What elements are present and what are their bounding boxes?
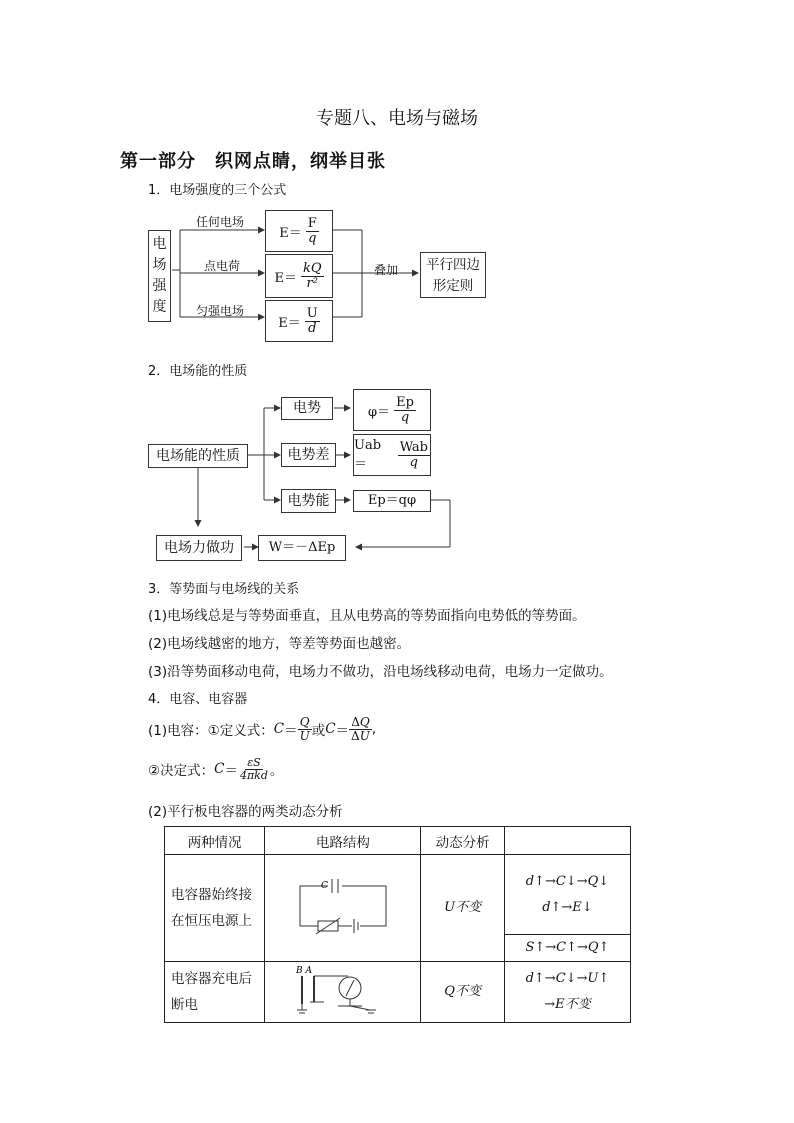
plates-label: B A [295,966,312,976]
formula-any-field: E＝ $\frac{F}{q}$ [265,210,333,252]
table-row [165,962,631,1023]
analysis-cell: U不变 [421,855,504,962]
circuit-cell [265,962,421,1023]
section3-point-2: (2)电场线越密的地方，等差等势面也越密。 [148,636,411,652]
formula-potential-energy: Ep＝qφ [353,490,431,512]
potential-box: 电势 [281,397,333,420]
case-cell: 电容器始终接在恒压电源上 [165,855,265,962]
header-circuit: 电路结构 [265,827,421,855]
circuit-diagram-2 [288,964,398,1016]
dynamic-heading: (2)平行板电容器的两类动态分析 [148,804,343,820]
work-box: 电场力做功 [156,535,242,561]
part-heading: 第一部分 织网点睛，纲举目张 [120,151,386,172]
section3-point-3: (3)沿等势面移动电荷，电场力不做功，沿电场线移动电荷，电场力一定做功。 [148,664,613,680]
formula-point-charge: E＝ $\frac{kQ}{\text{r²}}$ [265,254,333,298]
case-cell: 电容器充电后断电 [165,962,265,1023]
circuit-diagram-1 [288,876,398,936]
parallelogram-box: 平行四边 形定则 [420,252,486,298]
branch-point-charge: 点电荷 [204,259,241,273]
dynamic-cell: S↑→C↑→Q↑ [504,935,630,962]
section3-point-1: (1)电场线总是与等势面垂直，且从电势高的等势面指向电势低的等势面。 [148,608,586,624]
header-cases: 两种情况 [165,827,265,855]
branch-any-field: 任何电场 [196,215,245,229]
section4-heading: 4．电容、电容器 [148,692,248,707]
potential-energy-box: 电势能 [281,489,336,513]
formula-uniform-field: E＝ $\frac{U}{d}$ [265,300,333,342]
capacitor-label: C [320,881,328,891]
section1-heading: 1．电场强度的三个公式 [148,183,287,198]
capacitance-decision: ②决定式： C ＝ $\frac{\varepsilon S}{\text{4πkd}}$ 。 [148,756,284,782]
dynamic-cell: d↑→C↓→U↑ →E不变 [504,962,630,1023]
header-empty [504,827,630,855]
work-formula: W＝－ΔEp [258,535,346,561]
field-strength-box: 电 场 强 度 [148,230,171,322]
potential-diff-box: 电势差 [281,443,336,467]
table-header-row [165,827,631,855]
branch-uniform-field: 匀强电场 [196,304,245,318]
analysis-cell: Q不变 [421,962,504,1023]
dynamic-cell: d↑→C↓→Q↓ d↑→E↓ [504,855,630,935]
capacitance-definition: (1)电容：①定义式： C ＝ $\frac{Q}{U}$ 或 C ＝ $\frac{\Delta Q}{\Delta U}$ , [148,715,377,743]
superpose-label: 叠加 [374,263,399,277]
header-analysis: 动态分析 [421,827,504,855]
table-row [165,855,631,935]
page-title: 专题八、电场与磁场 [316,108,478,129]
circuit-cell [265,855,421,962]
section2-heading: 2．电场能的性质 [148,364,248,379]
formula-potential-diff: Uab＝ $\frac{\text{Wab}}{q}$ [353,434,431,476]
section3-heading: 3．等势面与电场线的关系 [148,582,300,597]
dynamic-analysis-table [164,826,631,1023]
field-energy-box: 电场能的性质 [148,444,248,468]
formula-potential: φ＝ $\frac{Ep}{q}$ [353,389,431,431]
